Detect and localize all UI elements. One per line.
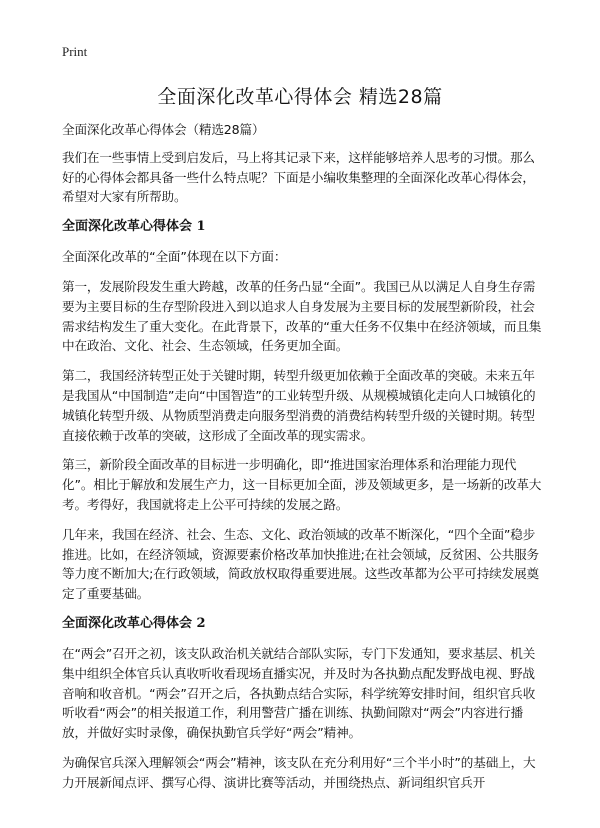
section-2-paragraph-2: 为确保官兵深入理解领会“两会”精神，该支队在充分利用好“三个半小时”的基础上，大力开展新闻点评、撰写心得、演讲比赛等活动，并围绕热点、新词组织官兵开 [62,754,536,790]
print-link[interactable]: Print [62,44,88,59]
document-body [62,120,546,803]
section-2-paragraph-1: 在“两会”召开之初，该支队政治机关就结合部队实际，专门下发通知，要求基层、机关集中组织全体官兵认真收听收看现场直播实况，并及时为各执勤点配发野战电视、野战音响和收音机。“两会”召开之后，各执勤点结合实际，科学统筹安排时间，组织官兵收听收看“两会”的相关报道工作，利用警营广播在训练、执勤间隙对“两会”内容进行播放，并做好实时录像，确保执勤官兵学好“两会”精神。 [62,645,536,741]
section-1-paragraph-2: 第一，发展阶段发生重大跨越，改革的任务凸显“全面”。我国已从以满足人自身生存需要为主要目标的生存型阶段进入到以追求人自身发展为主要目标的发展型新阶段，社会需求结构发生了重大变化。在此背景下，改革的“重大任务不仅集中在经济领域，而且集中在政治、文化、社会、生态领域，任务更加全面。 [62,278,542,354]
document-title: 全面深化改革心得体会 精选28篇 [157,86,443,108]
intro-paragraph: 我们在一些事情上受到启发后，马上将其记录下来，这样能够培养人思考的习惯。那么好的心得体会都具备一些什么特点呢？下面是小编收集整理的全面深化改革心得体会，希望对大家有所帮助。 [62,149,535,205]
section-1-paragraph-3: 第二，我国经济转型正处于关键时期，转型升级更加依赖于全面改革的突破。未来五年是我国从“中国制造”走向“中国智造”的工业转型升级、从规模城镇化走向人口城镇化的城镇化转型升级、从物质型消费走向服务型消费的消费结构转型升级的关键时期。转型直接依赖于改革的突破，这形成了全面改革的现实需求。 [62,368,536,443]
document-subtitle: 全面深化改革心得体会（精选28篇） [62,122,265,137]
section-1-paragraph-1: 全面深化改革的“全面”体现在以下方面： [62,249,287,265]
section-1-paragraph-4: 第三，新阶段全面改革的目标进一步明确化，即“推进国家治理体系和治理能力现代化”。相比于解放和发展生产力，这一目标更加全面，涉及领域更多，是一场新的改革大考。考得好，我国就将走上公平可持续的发展之路。 [62,457,542,512]
section-heading-1: 全面深化改革心得体会 1 [62,219,206,235]
section-heading-2: 全面深化改革心得体会 2 [62,615,206,631]
section-1-paragraph-5: 几年来，我国在经济、社会、生态、文化、政治领域的改革不断深化，“四个全面”稳步推进。比如，在经济领域，资源要素价格改革加快推进;在社会领域，反贫困、公共服务等力度不断加大;在行政领域，简政放权取得重要进展。这些改革都为公平可持续发展奠定了重要基础。 [62,526,539,602]
